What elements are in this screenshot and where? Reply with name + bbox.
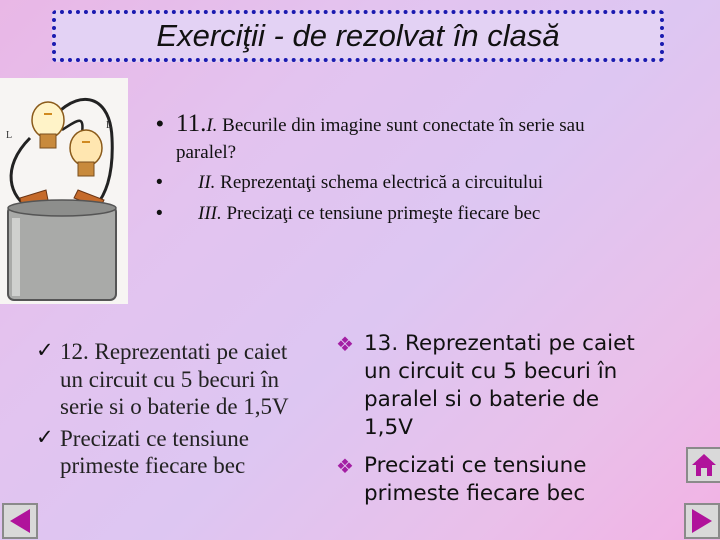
question-item-ii <box>148 171 708 196</box>
question-text: Reprezentaţi schema electrică a circuitului <box>215 172 543 194</box>
bullet: • <box>156 202 163 224</box>
list-item-text: 12. Reprezentati pe caiet un circuit cu 5 becuri în serie si o baterie de 1,5V <box>60 339 289 420</box>
list-item <box>36 425 306 480</box>
list-item <box>36 338 306 421</box>
checkmark-icon: ✓ <box>36 338 54 362</box>
slide-title: Exerciţii - de rezolvat în clasă <box>156 18 560 53</box>
question-text: Becurile din imagine sunt conectate în serie sau <box>217 115 585 136</box>
exercise-13-list <box>336 330 636 518</box>
question-roman: II. <box>198 172 216 194</box>
svg-text:L: L <box>6 130 13 141</box>
triangle-right-icon <box>686 505 718 537</box>
list-item-text: Precizati ce tensiune primeste fiecare bec <box>364 452 587 506</box>
list-item <box>336 330 636 442</box>
slide-title-box <box>52 10 664 62</box>
question-roman: III. <box>198 202 222 224</box>
question-text-cont: paralel? <box>176 141 237 163</box>
previous-slide-button[interactable] <box>2 503 38 539</box>
home-button[interactable] <box>686 447 720 483</box>
triangle-left-icon <box>4 505 36 537</box>
checkmark-icon: ✓ <box>36 424 54 449</box>
svg-text:L: L <box>106 120 113 131</box>
list-item-text: 13. Reprezentati pe caiet un circuit cu 5 becuri în paralel si o baterie de 1,5V <box>364 331 635 440</box>
circuit-illustration <box>0 78 128 304</box>
bullet: • <box>156 111 164 136</box>
list-item <box>336 452 636 508</box>
diamond-bullet-icon: ❖ <box>336 332 354 356</box>
bullet: • <box>156 172 163 194</box>
home-icon <box>688 449 720 481</box>
list-item-text: Precizati ce tensiune primeste fiecare bec <box>60 425 250 479</box>
question-item-11 <box>148 108 708 165</box>
question-text: Precizaţi ce tensiune primeşte fiecare bec <box>221 202 541 224</box>
question-roman: I. <box>206 115 218 136</box>
bulbs-battery-drawing <box>0 78 128 304</box>
diamond-bullet-icon: ❖ <box>336 453 354 478</box>
exercise-12-list <box>36 338 306 484</box>
next-slide-button[interactable] <box>684 503 720 539</box>
question-item-iii <box>148 202 708 227</box>
question-number: 11. <box>176 110 207 137</box>
question-list <box>148 108 708 227</box>
